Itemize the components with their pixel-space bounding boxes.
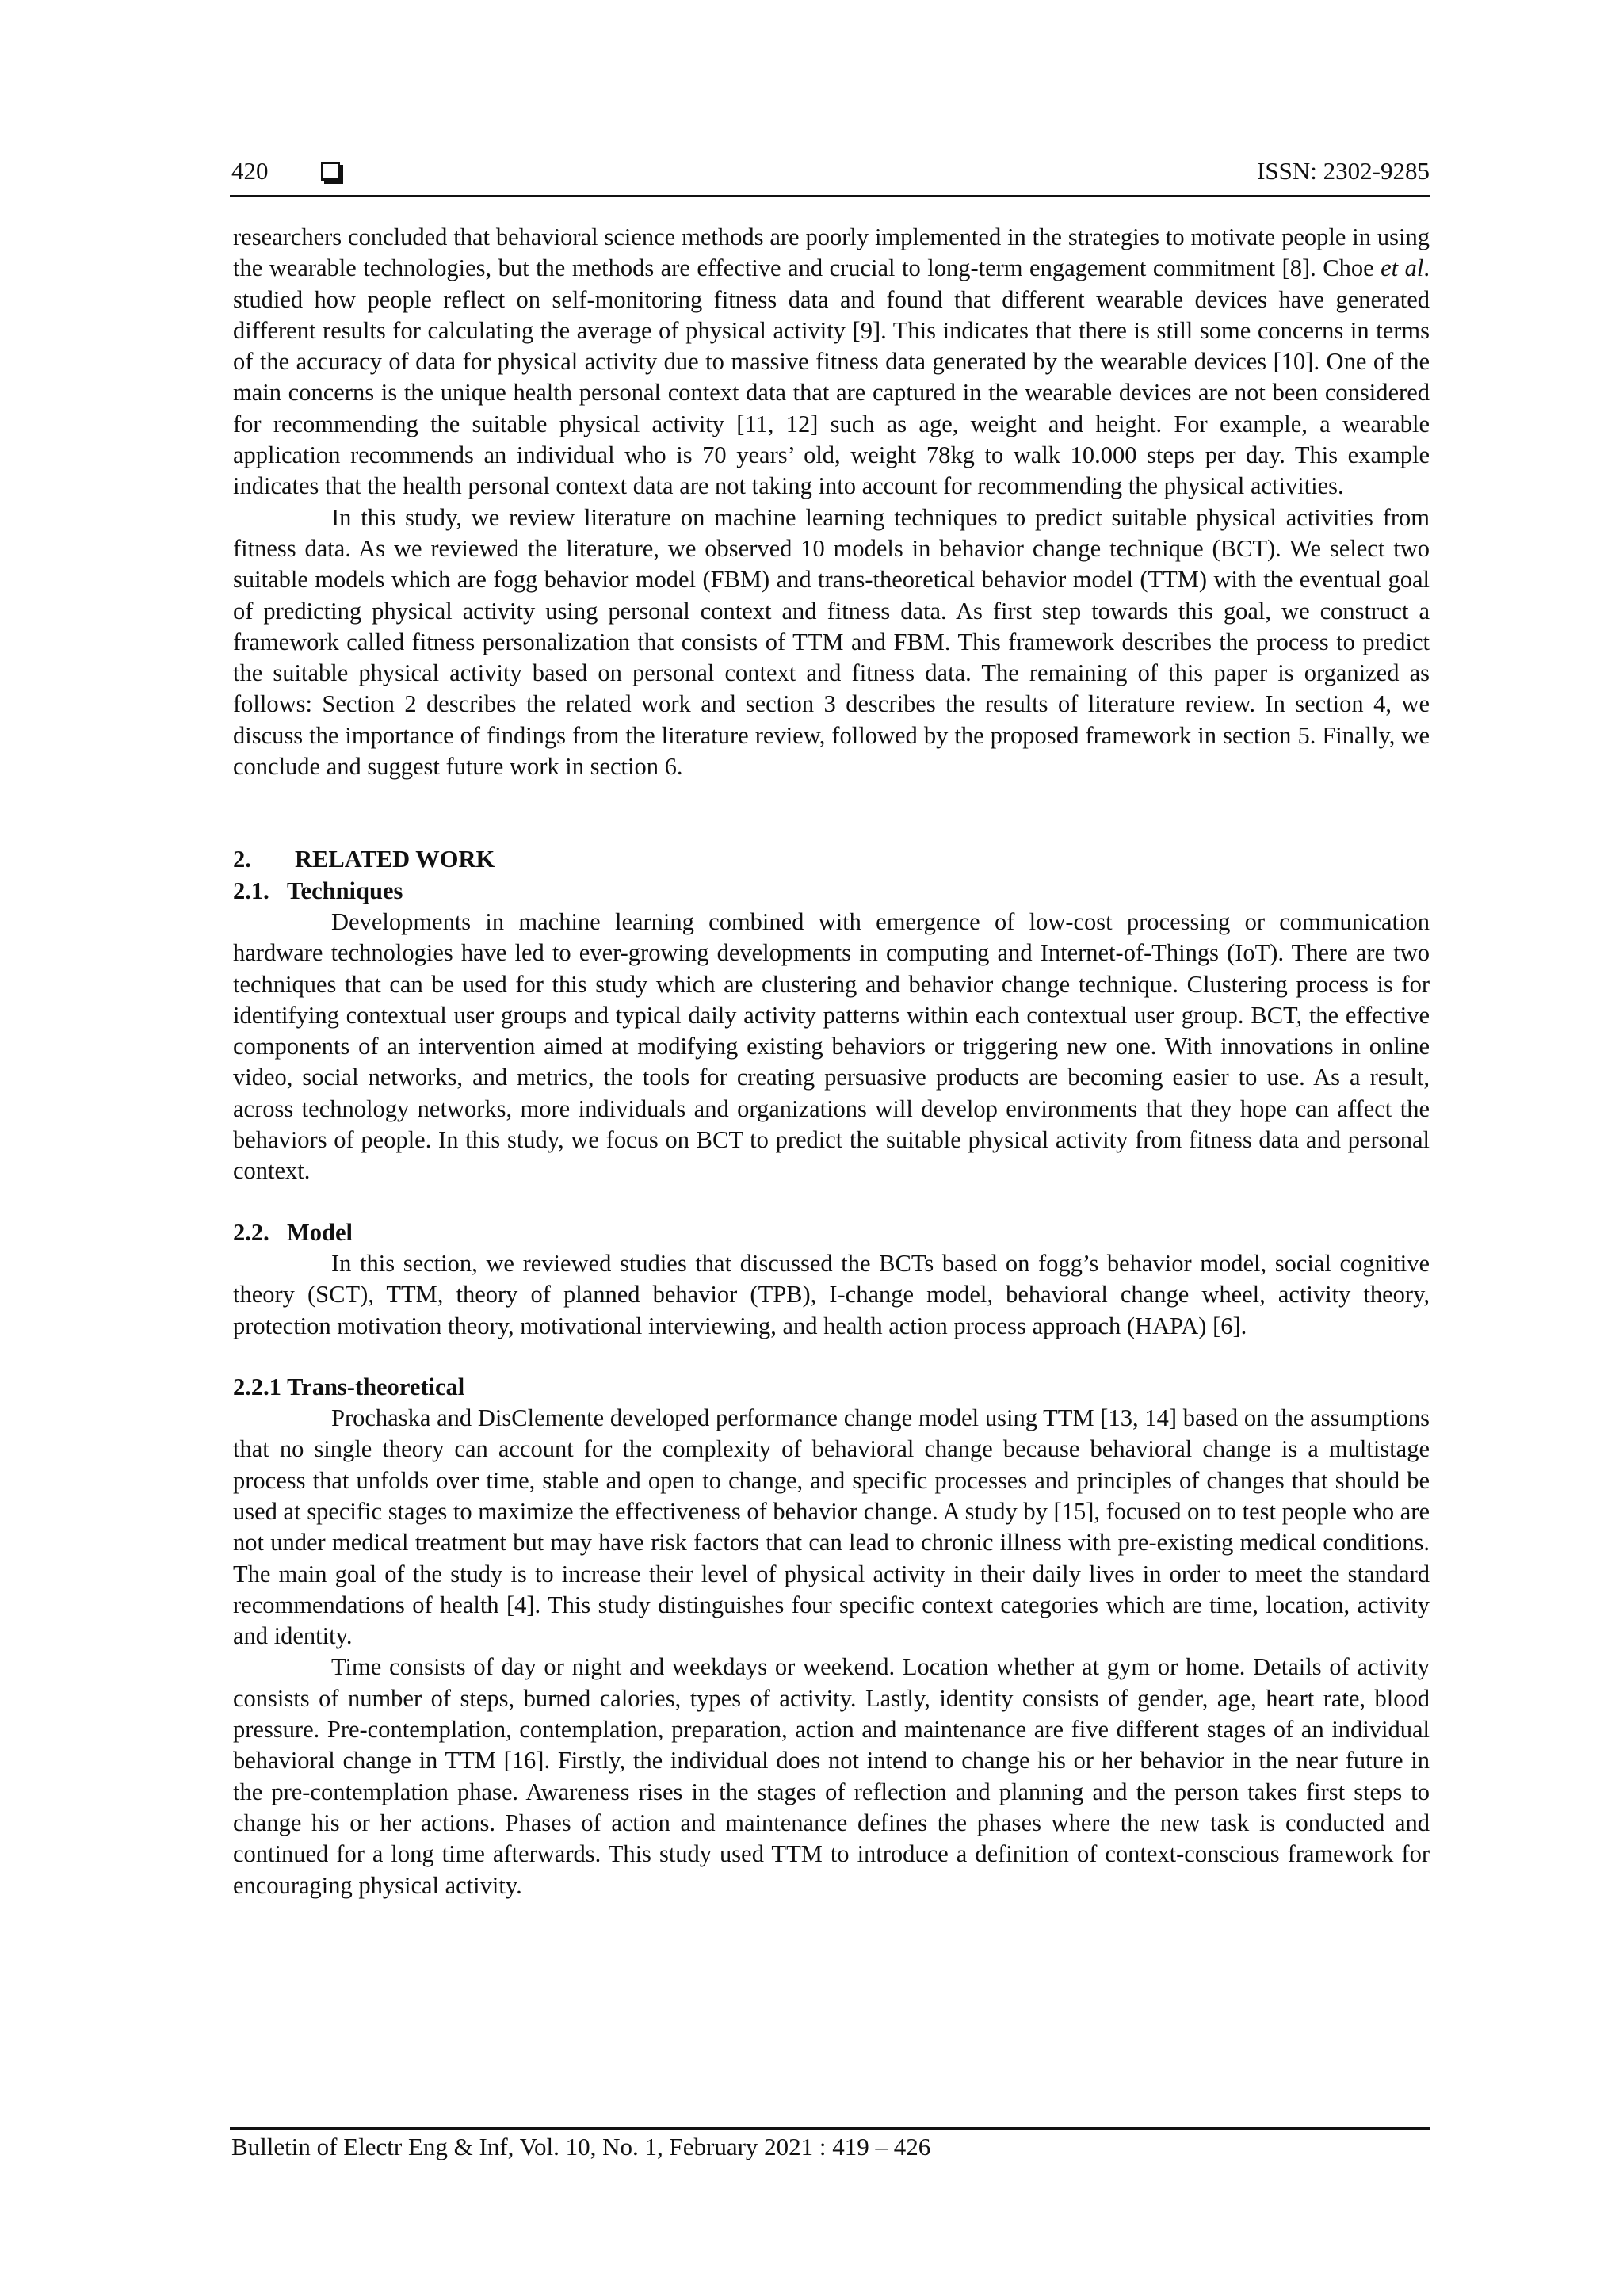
- subsection-heading-trans-theoretical: 2.2.1 Trans-theoretical: [233, 1373, 465, 1400]
- intro-p1-text-a: researchers concluded that behavioral science methods are poorly implemented in the strategies to motivate people in using the wearable technologies, but the methods are effective and crucial to long-term engagement commitment [8]. Choe: [233, 223, 1430, 282]
- journal-citation: Bulletin of Electr Eng & Inf, Vol. 10, No. 1, February 2021 : 419 – 426: [231, 2133, 931, 2160]
- subsection-title: Model: [287, 1218, 353, 1246]
- spacer: [233, 782, 1430, 844]
- subsection-heading-techniques: [233, 876, 1430, 907]
- trans-theoretical-paragraph-1: Prochaska and DisClemente developed performance change model using TTM [13, 14] based on the assumptions that no single theory can account for the complexity of behavioral change because behavioral change is a multistage process that unfolds over time, stable and open to change, and specific processes and principles of changes that should be used at specific stages to maximize the effectiveness of behavior change. A study by [15], focused on to test people who are not under medical treatment but may have risk factors that can lead to chronic illness with pre-existing medical conditions. The main goal of the study is to increase their level of physical activity in their daily lives in order to meet the standard recommendations of health [4]. This study distinguishes four specific context categories which are time, location, activity and identity.: [233, 1404, 1430, 1650]
- page-footer: [230, 2127, 1430, 2160]
- subsection-number: 2.2.: [233, 1218, 269, 1246]
- subsection-heading-model: [233, 1217, 1430, 1248]
- checkbox-square-icon: [321, 162, 340, 181]
- model-paragraph: In this section, we reviewed studies that discussed the BCTs based on fogg’s behavior model, social cognitive theory (SCT), TTM, theory of planned behavior (TPB), I-change model, behavioral change wheel, activity theory, protection motivation theory, motivational interviewing, and health action process approach (HAPA) [6].: [233, 1249, 1430, 1339]
- section-heading-related-work: [233, 844, 1430, 875]
- article-body: [233, 222, 1430, 1901]
- subsection-title: Techniques: [287, 877, 403, 904]
- techniques-paragraph: Developments in machine learning combined with emergence of low-cost processing or communication hardware technologies have led to ever-growing developments in computing and Internet-of-Things (IoT). There are two techniques that can be used for this study which are clustering and behavior change technique. Clustering process is for identifying contextual user groups and typical daily activity patterns within each contextual user group. BCT, the effective components of an intervention aimed at modifying existing behaviors or triggering new one. With innovations in online video, social networks, and metrics, the tools for creating persuasive products are becoming easier to use. As a result, across technology networks, more individuals and organizations will develop environments that they hope can affect the behaviors of people. In this study, we focus on BCT to predict the suitable physical activity from fitness data and personal context.: [233, 907, 1430, 1185]
- intro-paragraph-1: [233, 222, 1430, 502]
- intro-p1-italic: et al: [1381, 254, 1424, 282]
- page-header: [230, 155, 1430, 197]
- intro-p1-text-b: . studied how people reflect on self-monitoring fitness data and found that different wearable devices have generated different results for calculating the average of physical activity [9]. This indicates that there is still some concerns in terms of the accuracy of data for physical activity due to massive fitness data generated by the wearable devices [10]. One of the main concerns is the unique health personal context data that are captured in the wearable devices are not been considered for recommending the suitable physical activity [11, 12] such as age, weight and height. For example, a wearable application recommends an individual who is 70 years’ old, weight 78kg to walk 10.000 steps per day. This example indicates that the health personal context data are not taking into account for recommending the physical activities.: [233, 254, 1430, 500]
- spacer: [233, 1342, 1430, 1372]
- section-title: RELATED WORK: [295, 846, 495, 873]
- page-number: 420: [231, 157, 269, 185]
- intro-paragraph-2: In this study, we review literature on machine learning techniques to predict suitable physical activities from fitness data. As we reviewed the literature, we observed 10 models in behavior change technique (BCT). We select two suitable models which are fogg behavior model (FBM) and trans-theoretical behavior model (TTM) with the eventual goal of predicting physical activity using personal context and fitness data. As first step towards this goal, we construct a framework called fitness personalization that consists of TTM and FBM. This framework describes the process to predict the suitable physical activity based on personal context and fitness data. The remaining of this paper is organized as follows: Section 2 describes the related work and section 3 describes the results of literature review. In section 4, we discuss the importance of findings from the literature review, followed by the proposed framework in section 5. Finally, we conclude and suggest future work in section 6.: [233, 503, 1430, 781]
- trans-theoretical-paragraph-2: Time consists of day or night and weekdays or weekend. Location whether at gym or home. Details of activity consists of number of steps, burned calories, types of activity. Lastly, identity consists of gender, age, heart rate, blood pressure. Pre-contemplation, contemplation, preparation, action and maintenance are five different stages of an individual behavioral change in TTM [16]. Firstly, the individual does not intend to change his or her behavior in the near future in the pre-contemplation phase. Awareness rises in the stages of reflection and planning and the person takes first steps to change his or her actions. Phases of action and maintenance defines the phases where the new task is conducted and continued for a long time afterwards. This study used TTM to introduce a definition of context-conscious framework for encouraging physical activity.: [233, 1653, 1430, 1899]
- section-number: 2.: [233, 846, 251, 873]
- issn-label: ISSN: 2302-9285: [1257, 157, 1430, 185]
- spacer: [233, 1187, 1430, 1217]
- subsection-number: 2.1.: [233, 877, 269, 904]
